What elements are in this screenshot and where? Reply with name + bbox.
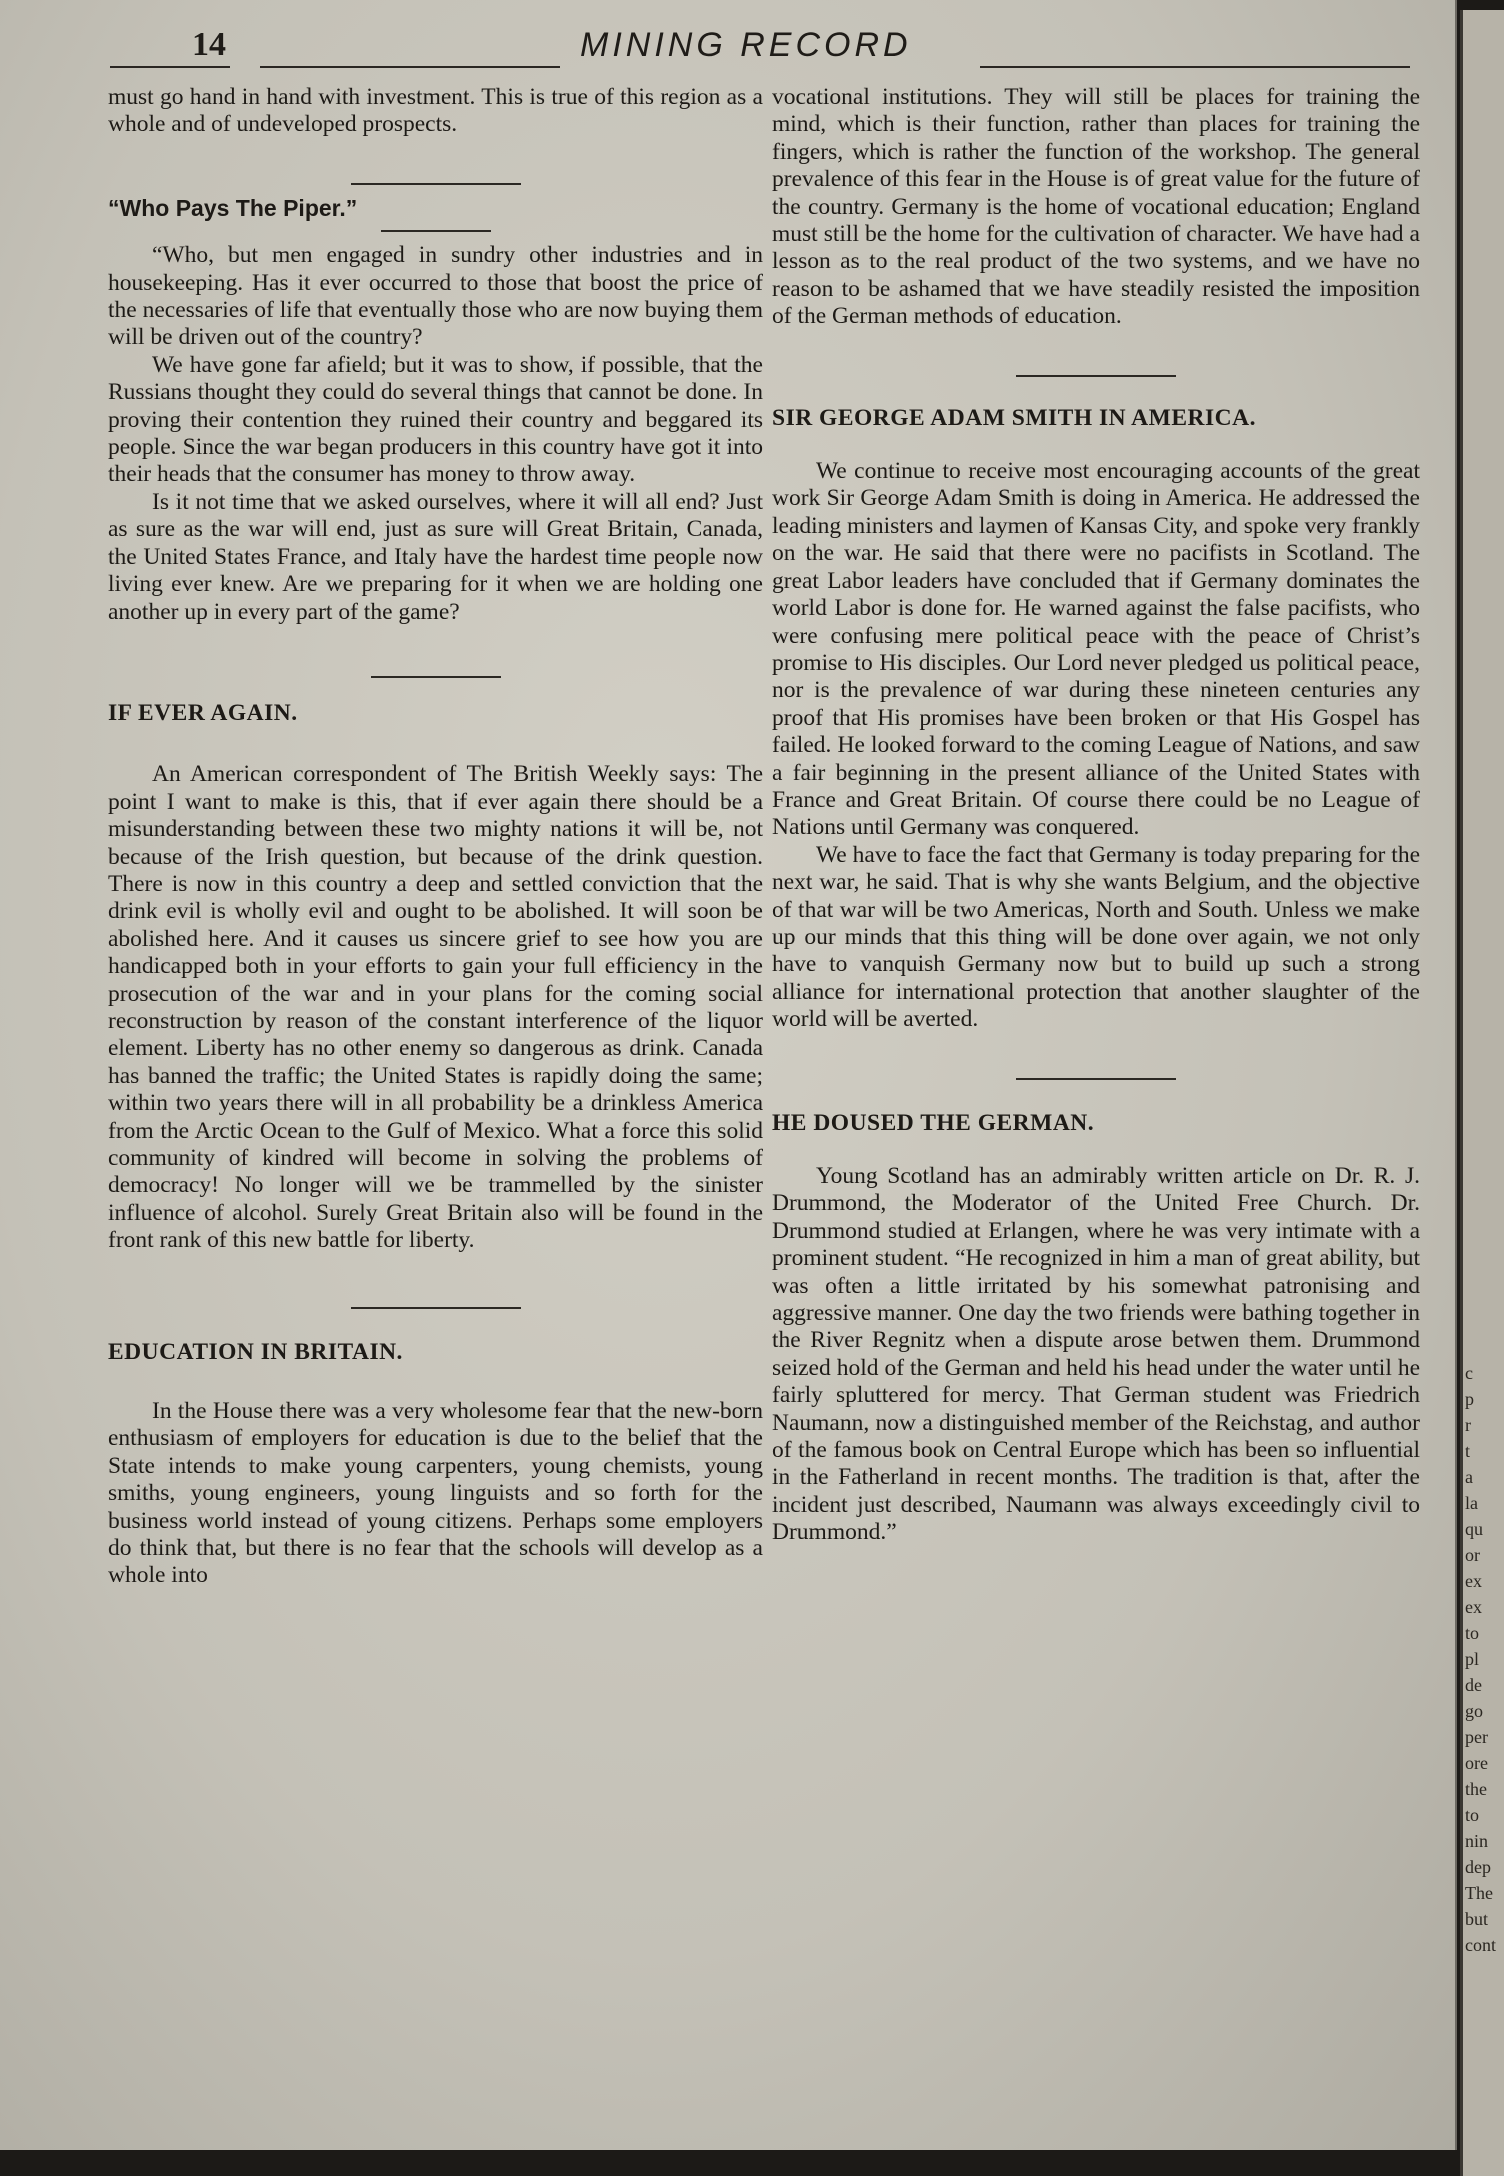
adjacent-page-fragment: c — [1465, 1363, 1473, 1383]
header-rule-left — [110, 66, 230, 68]
adjacent-page-fragment: qu — [1465, 1519, 1483, 1539]
adjacent-page-fragment: The — [1465, 1883, 1493, 1903]
title-underline — [381, 230, 491, 232]
adjacent-page-fragment: to — [1465, 1623, 1480, 1643]
adjacent-page-fragment: t — [1465, 1441, 1471, 1461]
article-title-doused: HE DOUSED THE GERMAN. — [772, 1109, 1095, 1136]
again-paragraph-1: An American correspondent of The British Weekly says: The point I want to make is this, that if ever again there should be a misunderstanding between these two mighty nations it will be, not because of the Irish question, but because of the drink question. There is now in this country a deep and settled conviction that the drink evil is wholly evil and ought to be abolished. It will soon be abolished here. And it causes us sincere grief to see how you are handicapped both in your efforts to gain your full efficiency in the prosecution of the war and in your plans for the coming social reconstruction by reason of the constant interference of the liquor element. Liberty has no other enemy so dangerous as drink. Canada has banned the traffic; the United States is rapidly doing the same; within two years there will in all probability be a drinkless America from the Arctic Ocean to the Gulf of Mexico. What a force this solid community of kindred will become in solving the problems of democracy! No longer will we be trammelled by the sinister influence of alcohol. Surely Great Britain also will be found in the front rank of this new battle for liberty. — [108, 761, 763, 1254]
piper-paragraph-3: Is it not time that we asked ourselves, where it will all end? Just as sure as the war will end, just as sure will Great Britain, Canada, the United States France, and Italy have the hardest time people now living ever knew. Are we preparing for it when we are holding one another up in every part of the game? — [108, 488, 763, 625]
header-rule-center — [260, 66, 560, 68]
page-header — [110, 26, 1410, 72]
section-divider — [1016, 375, 1176, 377]
intro-paragraph: must go hand in hand with investment. This is true of this region as a whole and of undeveloped prospects. — [108, 84, 763, 138]
smith-paragraph-2: We have to face the fact that Germany is today preparing for the next war, he said. That is why she wants Belgium, and the objective of that war will be two Americas, North and South. Unless we make up our minds that this thing will be done over again, we not only have to vanquish Germany now but to build up such a strong alliance for international protection that another slaughter of the world will be averted. — [772, 841, 1420, 1033]
adjacent-page-fragment: ore — [1465, 1753, 1488, 1773]
education-paragraph-1: In the House there was a very wholesome fear that the new-born enthusiasm of employers for education is due to the belief that the State intends to make young carpenters, young chemists, young smiths, young engineers, young linguists and so forth for the business world instead of young citizens. Perhaps some employers do think that, but there is no fear that the schools will develop as a whole into — [108, 1398, 763, 1589]
adjacent-page-fragment: nin — [1465, 1831, 1489, 1851]
adjacent-page-fragment: la — [1465, 1493, 1478, 1513]
adjacent-page-fragment: p — [1465, 1389, 1474, 1409]
adjacent-page-fragments — [1463, 1360, 1496, 1958]
continued-paragraph: vocational institutions. They will still be places for training the mind, which is their function, rather than places for training the fingers, which is rather the function of the workshop. The general prevalence of this fear in the House is of great value for the future of the country. Germany is the home of vocational education; England must still be the home for the cultivation of character. We have had a lesson as to the real product of the two systems, and we have no reason to be ashamed that we have steadily resisted the imposition of the German methods of education. — [772, 84, 1420, 330]
piper-paragraph-2: We have gone far afield; but it was to show, if possible, that the Russians thought they could do several things that cannot be done. In proving their contention they ruined their country and beggared its people. Since the war began producers in this country have got it into their heads that the consumer has money to throw away. — [108, 351, 763, 488]
header-rule-right — [980, 66, 1410, 68]
journal-title: MINING RECORD — [580, 26, 912, 64]
right-column — [772, 84, 1420, 1547]
doused-paragraph-1: Young Scotland has an admirably written article on Dr. R. J. Drummond, the Moderator of the United Free Church. Dr. Drummond studied at Erlangen, where he was very intimate with a prominent student. “He recognized in him a man of great ability, but was often a little irritated by his somewhat patronising and aggressive manner. One day the two friends were bathing together in the River Regnitz when a dispute arose betwen them. Drummond seized hold of the German and held his head under the water until he fairly spluttered for mercy. That German student was Friedrich Naumann, now a distinguished member of the Reichstag, and author of the famous book on Central Europe which has been so influential in the Fatherland in recent months. The tradition is that, after the incident just described, Naumann was always exceedingly civil to Drummond.” — [772, 1163, 1420, 1546]
adjacent-page-fragment: to — [1465, 1805, 1480, 1825]
section-divider — [371, 676, 501, 678]
adjacent-page-fragment: r — [1465, 1415, 1471, 1435]
adjacent-page-fragment: de — [1465, 1675, 1482, 1695]
adjacent-page-fragment: ex — [1465, 1597, 1482, 1617]
adjacent-page-fragment: but — [1465, 1909, 1489, 1929]
smith-paragraph-1: We continue to receive most encouraging accounts of the great work Sir George Adam Smith is doing in America. He addressed the leading ministers and laymen of Kansas City, and spoke very frankly on the war. He said that there were no pacifists in Scotland. The great Labor leaders have concluded that if Germany dominates the world Labor is done for. He warned against the false pacifists, who were confusing mere political peace with the peace of Christ’s promise to His disciples. Our Lord never pledged us political peace, nor is the prevalence of war during these nineteen centuries any proof that His promises have been broken or that His Gospel has failed. He looked forward to the coming League of Nations, and saw a fair beginning in the present alliance of the United States with France and Great Britain. Of course there could be no League of Nations until Germany was conquered. — [772, 458, 1420, 841]
page-number: 14 — [192, 26, 226, 63]
article-title-again: IF EVER AGAIN. — [108, 699, 298, 726]
adjacent-page-fragment: or — [1465, 1545, 1480, 1565]
adjacent-page-fragment: ex — [1465, 1571, 1482, 1591]
adjacent-page-fragment: cont — [1465, 1935, 1496, 1955]
adjacent-page-edge — [1460, 10, 1504, 2176]
adjacent-page-fragment: per — [1465, 1727, 1488, 1747]
section-divider — [1016, 1078, 1176, 1080]
adjacent-page-fragment: go — [1465, 1701, 1483, 1721]
article-title-education: EDUCATION IN BRITAIN. — [108, 1338, 403, 1365]
adjacent-page-fragment: the — [1465, 1779, 1487, 1799]
article-title-piper: “Who Pays The Piper.” — [108, 194, 358, 221]
adjacent-page-fragment: dep — [1465, 1857, 1491, 1877]
section-divider — [351, 1307, 521, 1309]
left-column — [108, 84, 763, 1590]
adjacent-page-fragment: pl — [1465, 1649, 1480, 1669]
section-divider — [351, 183, 521, 185]
piper-paragraph-1: “Who, but men engaged in sundry other industries and in housekeeping. Has it ever occurred to those that boost the price of the necessaries of life that eventually those who are now buying them will be driven out of the country? — [108, 242, 763, 351]
article-title-smith: SIR GEORGE ADAM SMITH IN AMERICA. — [772, 404, 1256, 431]
adjacent-page-fragment: a — [1465, 1467, 1473, 1487]
